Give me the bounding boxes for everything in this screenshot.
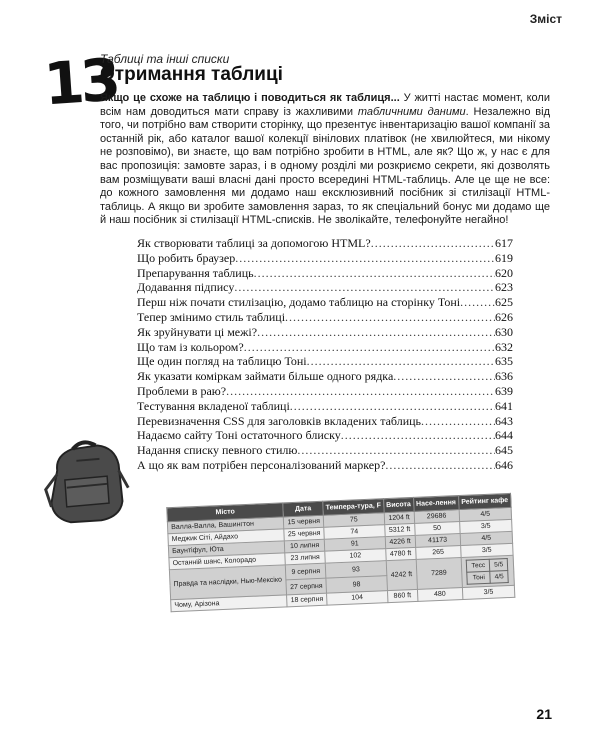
intro-text-b: . Незалежно від того, чи потрібно вам створити сторінку, що презентує інвентаризацію вашої компанії за останній рік, або каталог вашої колекції вінілових платівок (не хвилюйтеся, ми нікому не розповімо), ви знаєте, що вам потрібно зробити в HTML, але як? Що ж, у нас є для вас пропозиція: замовте зараз, і в одному розділі ми розкриємо секрети, які дозволять вам розміщувати ваші власні дані просто всередині HTML-таблиць. Але це ще не все: до кожного замовлення ми додамо наш ексклюзивний посібник зі стилізації HTML-таблиць. А якщо ви зробите замовлення зараз, то як спеціальний бонус ми додамо ще й наш посібник зі стилізації HTML-списків. Не зволікайте, телефонуйте негайно! [100, 105, 551, 227]
toc-entry[interactable] [137, 443, 513, 458]
toc-entry[interactable] [137, 295, 513, 310]
date-cell: 9 серпня [286, 563, 326, 580]
toc-entry-title: А що як вам потрібен персоналізований маркер? [137, 457, 386, 472]
toc-entry-title: Перш ніж почати стилізацію, додамо таблицю на сторінку Тоні [137, 295, 461, 310]
reviewer-name: Тоні [467, 571, 490, 584]
city-cell: Правда та наслідки, Нью-Мексіко [169, 565, 286, 600]
height-cell: 5312 ft [384, 523, 414, 536]
toc-entry-title: Як указати коміркам займати більше одного рядка [137, 369, 394, 384]
toc-entry-title: Надання списку певного стилю [137, 443, 298, 458]
toc-entry[interactable] [137, 458, 513, 473]
toc-entry-title: Що робить браузер [137, 250, 236, 265]
nested-row [467, 571, 508, 585]
city-cell: Баунтіфул, Юта [168, 541, 285, 558]
temp-cell: 91 [324, 537, 385, 552]
height-cell: 4780 ft [385, 547, 415, 560]
toc-entry-title: Тепер змінимо стиль таблиці [137, 309, 286, 324]
date-cell: 23 липня [285, 551, 325, 565]
table-of-contents [137, 236, 513, 473]
toc-entry-page: 630 [495, 324, 513, 339]
table-header-cell: Дата [283, 501, 323, 517]
toc-entry-page: 635 [495, 354, 513, 369]
toc-entry-page: 646 [495, 457, 513, 472]
toc-entry-title: Що там із кольором? [137, 339, 244, 354]
city-cell: Меджик Сіті, Айдахо [168, 529, 285, 546]
toc-entry-page: 643 [495, 413, 513, 428]
toc-entry[interactable] [137, 325, 513, 340]
toc-entry[interactable] [137, 369, 513, 384]
toc-entry-title: Ще один погляд на таблицю Тоні [137, 354, 307, 369]
toc-entry-page: 641 [495, 398, 513, 413]
temp-cell: 102 [325, 549, 386, 564]
nested-rating-table [466, 558, 509, 585]
toc-entry[interactable] [137, 384, 513, 399]
toc-entry-page: 623 [495, 280, 513, 295]
toc-entry-title: Як зруйнувати ці межі? [137, 324, 258, 339]
date-cell: 27 серпня [286, 578, 326, 595]
toc-entry-title: Препарування таблиць [137, 265, 254, 280]
population-cell: 41173 [415, 534, 461, 548]
table-header-cell: Рейтинг кафе [458, 493, 511, 509]
toc-entry-title: Додавання підпису [137, 280, 235, 295]
temp-cell: 75 [323, 513, 384, 528]
toc-entry[interactable] [137, 251, 513, 266]
rating-cell: 3/5 [460, 543, 513, 557]
toc-entry-title: Як створювати таблиці за допомогою HTML? [137, 236, 371, 250]
height-cell: 4242 ft [386, 559, 417, 590]
toc-entry[interactable] [137, 310, 513, 325]
table-header-cell: Темпера-тура, F [323, 499, 384, 516]
temp-cell: 104 [327, 591, 388, 606]
toc-entry[interactable] [137, 399, 513, 414]
toc-entry-page: 625 [495, 295, 513, 310]
section-header-label: Зміст [529, 12, 562, 26]
chapter-number: 13 [41, 45, 120, 119]
date-cell: 18 серпня [287, 593, 327, 607]
chapter-title: Отримання таблиці [100, 64, 283, 85]
temp-cell: 93 [325, 561, 386, 579]
rating-cell: 3/5 [459, 519, 512, 533]
toc-entry-page: 620 [495, 265, 513, 280]
date-cell: 25 червня [284, 527, 324, 541]
toc-entry-page: 632 [495, 339, 513, 354]
backpack-illustration [38, 432, 134, 528]
toc-entry-page: 645 [495, 443, 513, 458]
height-cell: 4226 ft [385, 535, 415, 548]
toc-entry[interactable] [137, 354, 513, 369]
chapter-subtitle: Таблиці та інші списки [100, 52, 230, 66]
temp-cell: 98 [326, 576, 387, 594]
nested-rating-cell [461, 555, 514, 587]
toc-entry[interactable] [137, 340, 513, 355]
toc-entry-page: 639 [495, 383, 513, 398]
toc-entry[interactable] [137, 266, 513, 281]
rating-cell: 4/5 [459, 507, 512, 521]
chapter-intro [100, 92, 550, 228]
reviewer-rating: 4/5 [490, 571, 509, 584]
rating-cell: 4/5 [460, 531, 513, 545]
city-cell: Чому, Арізона [171, 595, 288, 612]
population-cell: 480 [417, 587, 463, 601]
population-cell: 265 [415, 546, 461, 560]
intro-text-a: У житті настає момент, коли всім нам доводиться мати справу із жахливими [100, 92, 550, 118]
toc-entry-title: Надаємо сайту Тоні остаточного блиску [137, 428, 341, 443]
population-cell: 7289 [416, 558, 462, 590]
table-header-cell: Висота [383, 497, 413, 512]
toc-entry[interactable] [137, 428, 513, 443]
population-cell: 29686 [414, 510, 460, 524]
toc-entry-page: 617 [495, 236, 513, 250]
toc-entry-page: 636 [495, 369, 513, 384]
toc-entry-page: 626 [495, 309, 513, 324]
population-cell: 50 [414, 522, 460, 536]
intro-lead: Якщо це схоже на таблицю і поводиться як таблиця... [100, 92, 400, 104]
toc-entry[interactable] [137, 414, 513, 429]
rating-cell: 3/5 [462, 585, 515, 599]
tour-schedule-table [166, 493, 515, 612]
city-cell: Валла-Валла, Вашингтон [167, 517, 284, 534]
toc-entry-page: 644 [495, 428, 513, 443]
intro-emphasis: табличними даними [357, 105, 466, 118]
reviewer-name: Тесс [467, 559, 490, 572]
toc-entry-title: Перевизначення CSS для заголовків вкладених таблиць [137, 413, 422, 428]
temp-cell: 74 [324, 525, 385, 540]
reviewer-rating: 5/5 [489, 559, 508, 572]
toc-entry[interactable] [137, 280, 513, 295]
table-photo [166, 493, 518, 692]
toc-entry-title: Тестування вкладеної таблиці [137, 398, 290, 413]
table-header-cell: Місто [167, 503, 284, 522]
toc-entry-page: 619 [495, 250, 513, 265]
city-cell: Останній шанс, Колорадо [169, 553, 286, 570]
date-cell: 15 червня [284, 515, 324, 529]
page-number: 21 [536, 706, 552, 722]
height-cell: 1204 ft [384, 511, 414, 524]
date-cell: 10 липня [285, 539, 325, 553]
height-cell: 860 ft [387, 589, 417, 602]
toc-entry-title: Проблеми в раю? [137, 383, 227, 398]
table-header-cell: Насе-лення [413, 496, 459, 512]
toc-entry[interactable] [137, 236, 513, 251]
